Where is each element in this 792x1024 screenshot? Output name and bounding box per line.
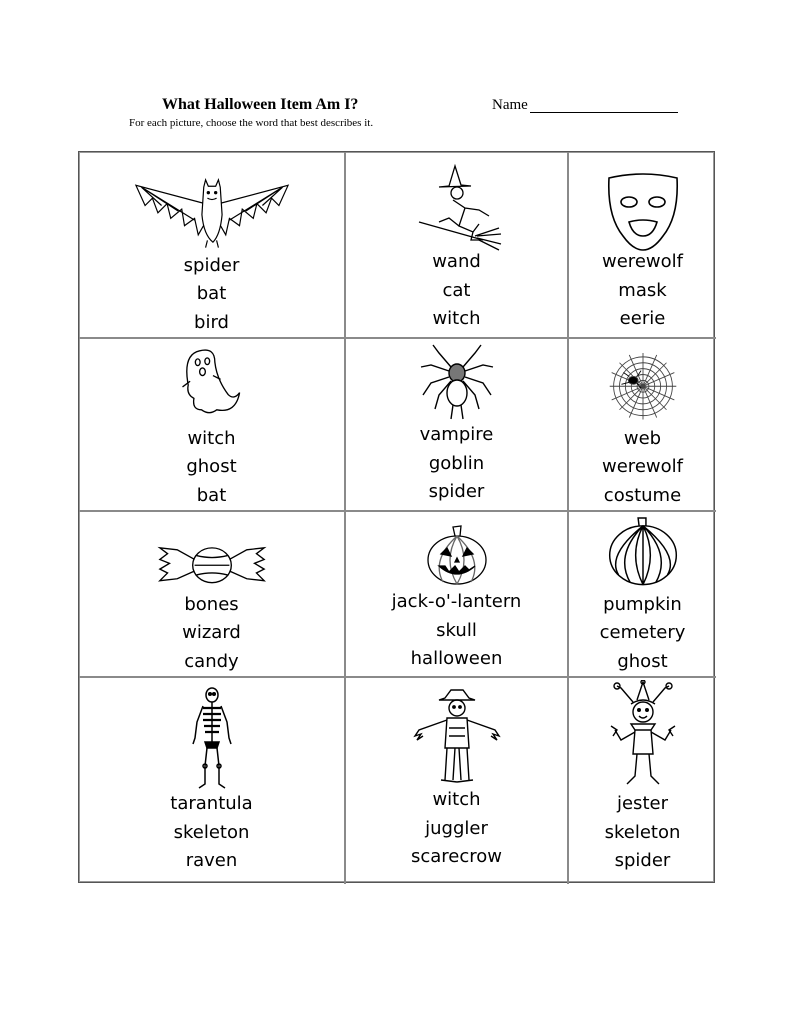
word-choice[interactable]: ghost (186, 456, 237, 477)
word-choice[interactable]: cat (442, 279, 471, 301)
grid-cell-jack-o-lantern (346, 512, 569, 678)
word-choice[interactable]: mask (618, 279, 667, 301)
word-choice[interactable]: witch (432, 308, 481, 329)
grid-cell-witch (346, 152, 569, 339)
word-choice[interactable]: spider (183, 254, 240, 276)
worksheet-title: What Halloween Item Am I? (162, 96, 359, 113)
word-choice[interactable]: cemetery (599, 622, 686, 643)
bat-icon (127, 178, 297, 250)
jack-o-lantern-icon (425, 524, 489, 586)
word-choice[interactable]: bones (184, 593, 239, 615)
pumpkin-icon (606, 516, 680, 589)
word-choice[interactable]: juggler (425, 817, 488, 839)
word-choice[interactable]: spider (428, 481, 485, 502)
word-choices (602, 248, 683, 334)
word-choices (432, 248, 481, 334)
word-choice[interactable]: witch (187, 427, 236, 449)
word-choice[interactable]: jester (616, 793, 668, 814)
word-choice[interactable]: skull (436, 619, 477, 641)
word-choice[interactable]: tarantula (170, 793, 253, 814)
scarecrow-icon (411, 688, 503, 788)
word-choice[interactable]: ghost (617, 650, 668, 672)
word-choice[interactable]: spider (614, 850, 671, 871)
ghost-icon (179, 347, 245, 416)
word-choice[interactable]: candy (184, 650, 239, 672)
word-choice[interactable]: eerie (619, 308, 666, 329)
spider-web-icon (607, 351, 679, 422)
grid-cell-jester (569, 678, 716, 884)
word-choice[interactable]: skeleton (173, 821, 250, 843)
word-choice[interactable]: jack-o'-lantern (391, 591, 522, 612)
name-blank-line[interactable] (530, 112, 678, 113)
instructions: For each picture, choose the word that best describes it. (129, 117, 374, 129)
word-choice[interactable]: skeleton (604, 821, 681, 843)
grid-cell-skeleton (79, 678, 346, 884)
grid-cell-pumpkin (569, 512, 716, 678)
word-choices (186, 425, 236, 511)
word-choice[interactable]: bat (196, 283, 227, 304)
grid-cell-spider (346, 339, 569, 512)
word-choices (392, 588, 522, 674)
grid-cell-scarecrow (346, 678, 569, 884)
word-choice[interactable]: werewolf (602, 251, 683, 272)
word-choices (411, 786, 502, 872)
word-choice[interactable]: witch (432, 789, 481, 810)
word-choices (602, 425, 683, 511)
skeleton-icon (187, 686, 237, 790)
word-choice[interactable]: raven (185, 850, 238, 871)
grid-cell-web (569, 339, 716, 512)
grid-cell-bat (79, 152, 346, 339)
word-choices (420, 421, 494, 507)
mask-icon (603, 172, 683, 252)
witch-on-broom-icon (409, 156, 505, 252)
grid-cell-candy (79, 512, 346, 678)
word-choices (170, 790, 252, 876)
grid-cell-mask (569, 152, 716, 339)
word-choice[interactable]: vampire (419, 424, 494, 445)
name-label: Name (492, 97, 528, 113)
word-choice[interactable]: wizard (182, 622, 241, 643)
word-choices (605, 790, 681, 876)
word-choice[interactable]: web (623, 427, 662, 449)
word-choices (182, 591, 241, 677)
word-choice[interactable]: bird (194, 311, 229, 333)
word-choices (184, 252, 240, 338)
word-choice[interactable]: halloween (410, 648, 503, 669)
word-choice[interactable]: wand (432, 251, 481, 272)
word-choice[interactable]: costume (603, 484, 682, 506)
jester-icon (607, 680, 679, 790)
grid-cell-ghost (79, 339, 346, 512)
candy-icon (156, 544, 268, 587)
word-choice[interactable]: pumpkin (603, 593, 682, 615)
word-choice[interactable]: bat (196, 484, 227, 506)
word-choice[interactable]: goblin (428, 452, 485, 474)
word-choices (600, 591, 686, 677)
picture-word-grid (78, 151, 715, 883)
word-choice[interactable]: werewolf (602, 456, 683, 477)
word-choice[interactable]: scarecrow (410, 846, 503, 867)
spider-icon (419, 343, 495, 423)
